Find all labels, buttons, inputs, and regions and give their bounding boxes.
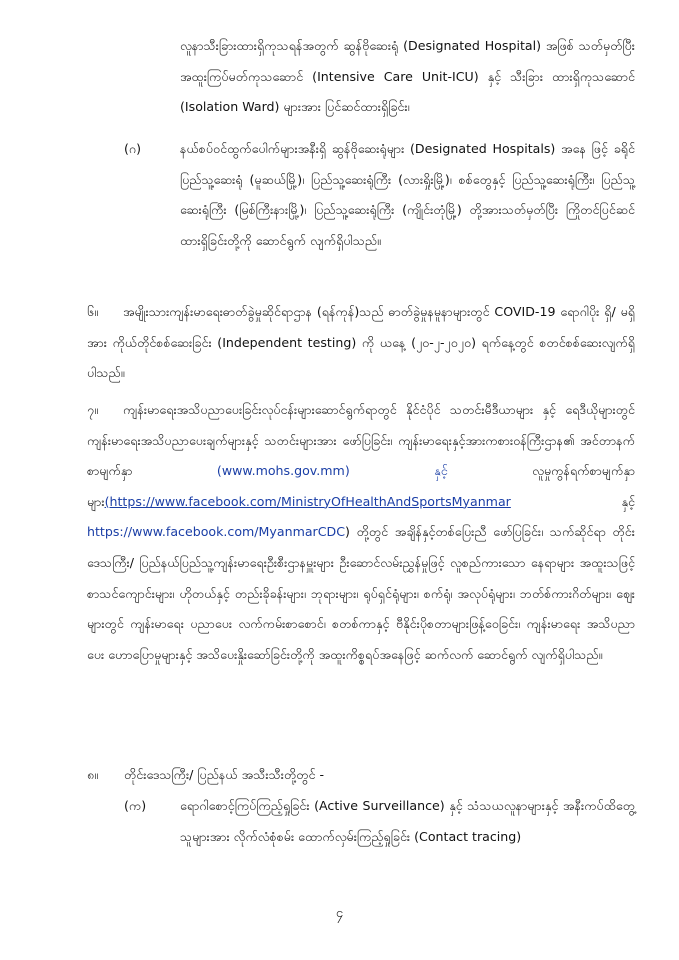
item-ka-marker: (က) — [124, 798, 147, 813]
para-7-text-2: လူမှုကွန်ရက်စာမျက်နှာများ — [87, 463, 635, 509]
para-8-paragraph — [124, 760, 635, 791]
facebook-ministry-link[interactable]: (https://www.facebook.com/MinistryOfHealthAndSportsMyanmar — [104, 493, 511, 509]
para-6-marker: ၆။ — [87, 304, 98, 319]
para-6-paragraph — [87, 297, 635, 389]
facebook-cdc-link[interactable]: https://www.facebook.com/MyanmarCDC — [87, 524, 346, 540]
para-7-paragraph — [87, 395, 635, 670]
item-ga-text: နယ်စပ်ဝင်ထွက်ပေါက်များအနီးရှိ ဆွန်ဗိုဆေးရုံများ (Designated Hospitals) အနေ ဖြင့် ခရိုင်ပြည်သူ့ဆေးရုံ (မူဆယ်မြို့)၊ ပြည်သူ့ဆေးရုံကြီး (လားရှိုးမြို့)၊ စစ်တွေနှင့် ပြည်သူ့ဆေးရုံကြီး၊ ပြည်သူ့ဆေးရုံကြီး (မြစ်ကြီးနားမြို့)၊ ပြည်သူ့ဆေးရုံကြီး (ကျိုင်းတုံမြို့) တို့အားသတ်မှတ်ပြီး ကြိုတင်ပြင်ဆင်ထားရှိခြင်းတို့ကို ဆောင်ရွက် လျက်ရှိပါသည်။ — [180, 141, 635, 248]
para-7-text-3: နှင့် — [510, 493, 635, 509]
para-7-text-4: ) တို့တွင် အချိန်နှင့်တစ်ပြေးညီ ဖော်ပြခြင်း၊ သက်ဆိုင်ရာ တိုင်းဒေသကြီး/ ပြည်နယ်ပြည်သူ့ကျန်းမာရေးဦးစီးဌာနမှူးများ ဦးဆောင်လမ်းညွှန်မှုဖြင့် လူစည်ကားသော နေရာများ အထူးသဖြင့် စာသင်ကျောင်းများ၊ ဟိုတယ်နှင့် တည်းခိုခန်းများ၊ ဘုရားများ၊ ရုပ်ရှင်ရုံများ၊ စက်ရုံ၊ အလုပ်ရုံများ၊ ဘတ်စ်ကားဂိတ်များ၊ ဈေးများတွင် ကျန်းမာရေး ပညာပေး လက်ကမ်းစာစောင်၊ စတစ်ကာနှင့် ဗီနိုင်းပိုစတာများဖြန့်ဝေခြင်း၊ ကျန်းမာရေး အသိပညာပေး ဟောပြောမှုများနှင့် အသိပေးနှိုးဆော်ခြင်းတို့ကို အထူးကိစ္စရပ်အနေဖြင့် ဆက်လက် ဆောင်ရွက် လျက်ရှိပါသည်။ — [87, 524, 635, 662]
para-6-text: အမျိုးသားကျန်းမာရေးဓာတ်ခွဲမှုဆိုင်ရာဌာန (ရန်ကုန်)သည် ဓာတ်ခွဲမှုနမူနာများတွင် COVID-19 ရောဂါပိုး ရှိ/ မရှိအား ကိုယ်တိုင်စစ်ဆေးခြင်း (Independent testing) ကို ယနေ့ (၂၀-၂-၂၀၂၀) ရက်နေ့တွင် စတင်စစ်ဆေးလျက်ရှိပါသည်။ — [87, 304, 635, 381]
para-8-text: တိုင်းဒေသကြီး/ ပြည်နယ် အသီးသီးတို့တွင် - — [124, 767, 325, 782]
item-ga-marker: (ဂ) — [124, 141, 142, 156]
item-ka-text: ရောဂါစောင့်ကြပ်ကြည့်ရှုခြင်း (Active Surveillance) နှင့် သံသယလူနာများနှင့် အနီးကပ်ထိတွေ့သူများအား လိုက်လံစုံစမ်း ထောက်လှမ်းကြည့်ရှုခြင်း (Contact tracing) — [180, 798, 635, 844]
item-ka-paragraph — [180, 791, 635, 852]
para-7-text-1: ကျန်းမာရေးအသိပညာပေးခြင်းလုပ်ငန်းများဆောင်ရွက်ရာတွင် နိုင်ငံပိုင် သတင်းမီဒီယာများ နှင့် ရေဒီယိုများတွင် ကျန်းမာရေးအသိပညာပေးချက်များနှင့် သတင်းများအား ဖော်ပြခြင်း၊ ကျန်းမာရေးနှင့်အားကစားဝန်ကြီးဌာန၏ အင်တာနက်စာမျက်နှာ — [87, 402, 635, 479]
item-ga-paragraph — [180, 134, 635, 256]
para-8-marker: ၈။ — [87, 767, 99, 782]
page-number: ၄ — [335, 906, 344, 921]
mohs-website-link[interactable]: (www.mohs.gov.mm) နှင့် — [216, 463, 448, 479]
continuation-text: လူနာသီးခြားထားရှိကုသရန်အတွက် ဆွန်ဗိုဆေးရုံ (Designated Hospital) အဖြစ် သတ်မှတ်ပြီး အထူးကြပ်မတ်ကုသဆောင် (Intensive Care Unit-ICU) နှင့် သီးခြား ထားရှိကုသဆောင် (Isolation Ward) များအား ပြင်ဆင်ထားရှိခြင်း၊ — [180, 38, 635, 115]
para-7-marker: ၇။ — [87, 402, 98, 417]
paragraph-continuation — [180, 31, 635, 123]
